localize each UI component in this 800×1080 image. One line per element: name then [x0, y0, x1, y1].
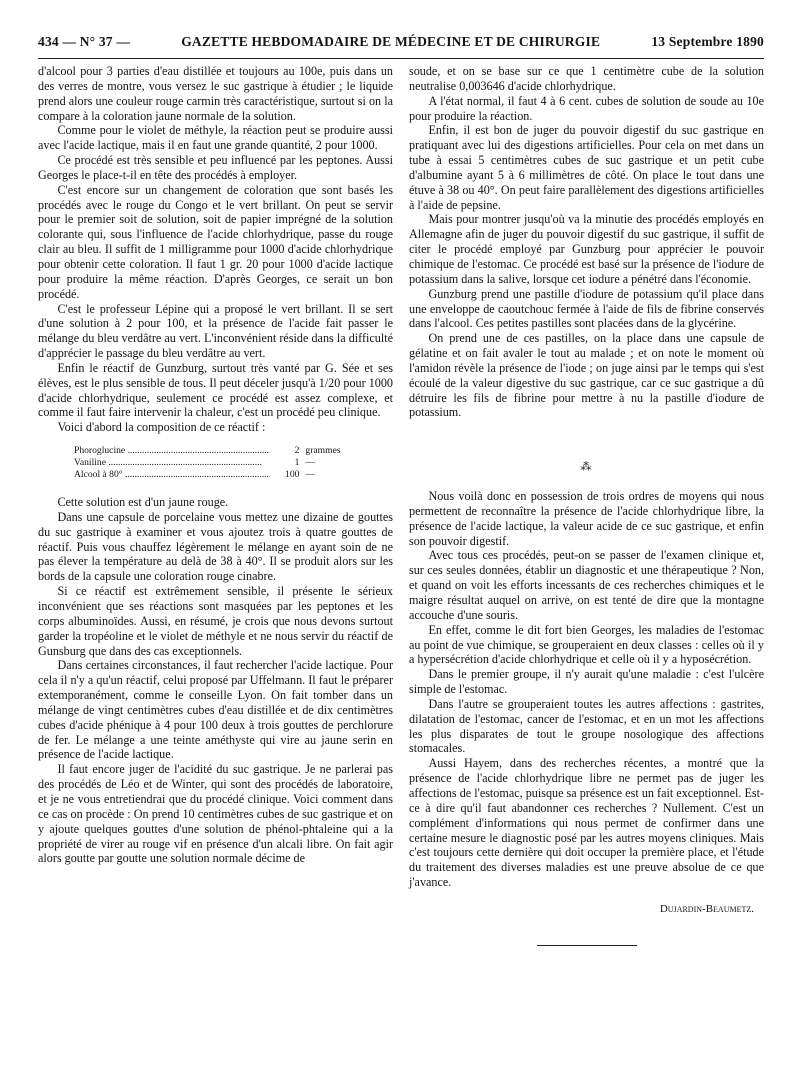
- recipe-ingredient: Phoroglucine .....: [74, 445, 270, 457]
- recipe-ingredient: Alcool à 80° .....: [74, 469, 270, 481]
- paragraph: Si ce réactif est extrêmement sensible, il présente le sérieux inconvénient que ses réactions sont masquées par les peptones et les corps albuminoïdes. Aussi, en résumé, je crois que nous devons surtout garder la tropéoline et le violet de méthyle et ne nous servir du réactif de Gunsburg que dans des cas exceptionnels.: [38, 584, 393, 658]
- recipe-row: [74, 457, 374, 469]
- paragraph: A l'état normal, il faut 4 à 6 cent. cubes de solution de soude au 10e pour produire la réaction.: [409, 93, 764, 123]
- recipe-quantity: 100: [285, 469, 300, 481]
- paragraph: En effet, comme le dit fort bien Georges, les maladies de l'estomac au point de vue chimique, se grouperaient en deux classes : celles où il y a hypersécrétion d'acide chlorhydrique et celle où il y a hyposécrétion.: [409, 622, 764, 667]
- paragraph: Il faut encore juger de l'acidité du suc gastrique. Je ne parlerai pas des procédés de Léo et de Winter, qui sont des procédés de laboratoire, et je ne vous entretiendrai que du procédé clinique. Voici comment dans ce cas on procède : On prend 10 centimètres cubes de suc gastrique et on y ajoute quelques gouttes d'une solution de phénol-phtaleine qui a la propriété de virer au rouge vif en présence d'un alcali libre. On fait agir alors goutte par goutte une solution normale décime de: [38, 762, 393, 866]
- recipe-quantity: 1: [294, 457, 300, 469]
- issue-number: N° 37: [79, 34, 113, 49]
- author-signature: Dujardin-Beaumetz.: [659, 902, 754, 915]
- paragraph: C'est encore sur un changement de coloration que sont basés les procédés avec le rouge du Congo et le vert brillant. On peut se servir pour le premier soit de solution, soit de papier imprégné de la solution colorante qui, sous l'influence de l'acide chlorhydrique, passe du rouge clair au bleu. Il suffit de 1 milligramme pour 1000 d'acide chlorhydrique pour obtenir cette coloration. Il faut 1 gr. 20 pour 1000 d'acide lactique pour produire la même réaction. D'après Georges, ce serait un bon procédé.: [38, 182, 393, 301]
- paragraph: Avec tous ces procédés, peut-on se passer de l'examen clinique et, sur ces seules données, établir un diagnostic et une thérapeutique ? Non, et quand on voit les efforts incessants de ces recherches chimiques et le maigre résultat auquel on arrive, on est tenté de dire que la montagne accouche d'une souris.: [409, 548, 764, 622]
- paragraph: Cette solution est d'un jaune rouge.: [57, 495, 229, 510]
- header-dash: —: [116, 34, 131, 49]
- paragraph: C'est le professeur Lépine qui a proposé le vert brillant. Il se sert d'une solution à 2 pour 100, et la présence de l'acide fait passer le mélange du bleu verdâtre au vert. L'inconvénient réside dans la difficulté d'apprécier le passage du bleu verdâtre au vert.: [38, 301, 393, 361]
- paragraph: Nous voilà donc en possession de trois ordres de moyens qui nous permettent de reconnaître la présence de l'acide chlorhydrique libre, la présence de l'acide lactique, la valeur acide de ce suc gastrique, et enfin son pouvoir digestif.: [409, 489, 764, 548]
- paragraph: Aussi Hayem, dans des recherches récentes, a montré que la présence de l'acide chlorhydrique libre ne permet pas de juger les affections de l'estomac, puisque sa présence est un fait exceptionnel. Est-ce à dire qu'il faut abandonner ces recherches ? Nullement. C'est un complément d'informations qui nous permet de confirmer dans une certaine mesure le diagnostic posé par les autres moyens cliniques. Mais c'est toujours cette dernière qui doit occuper la première place, et l'étude du traitement des diverses maladies est une preuve absolue de ce que j'avance.: [409, 756, 764, 890]
- header-rule: [38, 58, 764, 59]
- recipe-ingredient: Vaniline .....: [74, 457, 270, 469]
- section-asterism: ⁂: [580, 461, 593, 474]
- recipe-row: [74, 445, 374, 457]
- recipe-row: [74, 469, 374, 481]
- paragraph: Dans une capsule de porcelaine vous mettez une dizaine de gouttes du suc gastrique à examiner et vous ajoutez trois à quatre gouttes de réactif. Puis vous chauffez légèrement le mélange en ayant soin de ne pas élever la température au delà de 38 à 40°. Il se produit alors sur les bords de la capsule une coloration rouge cinabre.: [38, 509, 393, 584]
- left-column: [38, 64, 393, 866]
- end-rule: [537, 945, 637, 946]
- page-header: [38, 34, 764, 50]
- paragraph: Dans certaines circonstances, il faut rechercher l'acide lactique. Pour cela il n'y a qu'un réactif, celui proposé par Uffelmann. Il faut le préparer extemporanément, comme le conseille Lyon. On fait tomber dans un mélange de vingt centimètres cubes d'eau distillée et de dix centimètres cubes d'acide phénique à 4 pour 100 deux à trois gouttes de perchlorure de fer. Le mélange a une teinte améthyste qui vire au jaune serin en présence de l'acide lactique.: [38, 658, 393, 762]
- paragraph: Enfin, il est bon de juger du pouvoir digestif du suc gastrique en pratiquant avec lui des digestions artificielles. Pour cela on met dans un tube à essai 5 centimètres cubes de suc gastrique et un petit cube d'albumine ayant 5 à 6 millimètres de côté. On place le tout dans une étuve à 38 ou 40°. On peut faire parallèlement des digestions artificielles à l'aide de pepsine.: [409, 123, 764, 212]
- right-column: [409, 64, 764, 946]
- page-locator: [38, 34, 130, 50]
- paragraph: d'alcool pour 3 parties d'eau distillée et toujours au 100e, puis dans un des verres de montre, vous versez le suc gastrique à étudier ; le liquide prend alors une couleur rouge carmin très caractéristique, surtout si on la compare à la coloration jaune normale de la solution.: [38, 64, 393, 123]
- recipe-unit: grammes: [305, 445, 341, 457]
- journal-title: GAZETTE HEBDOMADAIRE DE MÉDECINE ET DE CHIRURGIE: [181, 34, 601, 49]
- page-number: 434: [38, 34, 59, 49]
- paragraph: Voici d'abord la composition de ce réactif :: [57, 420, 266, 435]
- reagent-recipe: [74, 445, 393, 481]
- header-dash: —: [62, 34, 80, 49]
- recipe-unit: —: [305, 469, 315, 481]
- issue-date: 13 Septembre 1890: [651, 34, 764, 49]
- paragraph: Comme pour le violet de méthyle, la réaction peut se produire aussi avec l'acide lactique, mais il en faut une grande quantité, 2 pour 1000.: [38, 123, 393, 153]
- paragraph: Ce procédé est très sensible et peu influencé par les peptones. Aussi Georges le place-t-il en tête des procédés à employer.: [38, 153, 393, 182]
- recipe-quantity: 2: [294, 445, 300, 457]
- paragraph: Dans le premier groupe, il n'y aurait qu'une maladie : c'est l'ulcère simple de l'estomac.: [409, 667, 764, 697]
- paragraph: Enfin le réactif de Gunzburg, surtout très vanté par G. Sée et ses élèves, est le plus sensible de tous. Il peut déceler jusqu'à 1/20 pour 1000 d'acide chlorhydrique, seulement ce procédé est assez complexe, et comme il faut faire intervenir la chaleur, c'est un procédé peu clinique.: [38, 360, 393, 420]
- recipe-unit: —: [305, 457, 315, 469]
- paragraph: soude, et on se base sur ce que 1 centimètre cube de la solution neutralise 0,003646 d'acide chlorhydrique.: [409, 64, 764, 93]
- paragraph: On prend une de ces pastilles, on la place dans une capsule de gélatine et on fait avaler le tout au malade ; et on note le moment où l'amidon révèle la présence de l'iode ; on juge ainsi par le temps qui s'est écoulé de la valeur digestive du suc gastrique, car ce suc gastrique a dû détruire les fils de fibrine pour mettre à nu la pastille d'iodure de potassium.: [409, 331, 764, 420]
- paragraph: Gunzburg prend une pastille d'iodure de potassium qu'il place dans une enveloppe de caoutchouc fermée à l'aide de fils de fibrine conservés dans l'alcool. Ces petites pastilles sont placées dans de la glycérine.: [409, 286, 764, 331]
- paragraph: Dans l'autre se grouperaient toutes les autres affections : gastrites, dilatation de l'estomac, cancer de l'estomac, et en un mot les affections les plus disparates de tout le groupe nosologique des affections stomacales.: [409, 696, 764, 756]
- paragraph: Mais pour montrer jusqu'où va la minutie des procédés employés en Allemagne afin de juger du pouvoir digestif du suc gastrique, il suffit de citer le procédé employé par Gunzburg pour apprécier le pouvoir chimique de l'estomac. Ce procédé est basé sur la présence de l'iodure de potassium dans la salive, lorsque cet iodure a pénétré dans l'économie.: [409, 212, 764, 286]
